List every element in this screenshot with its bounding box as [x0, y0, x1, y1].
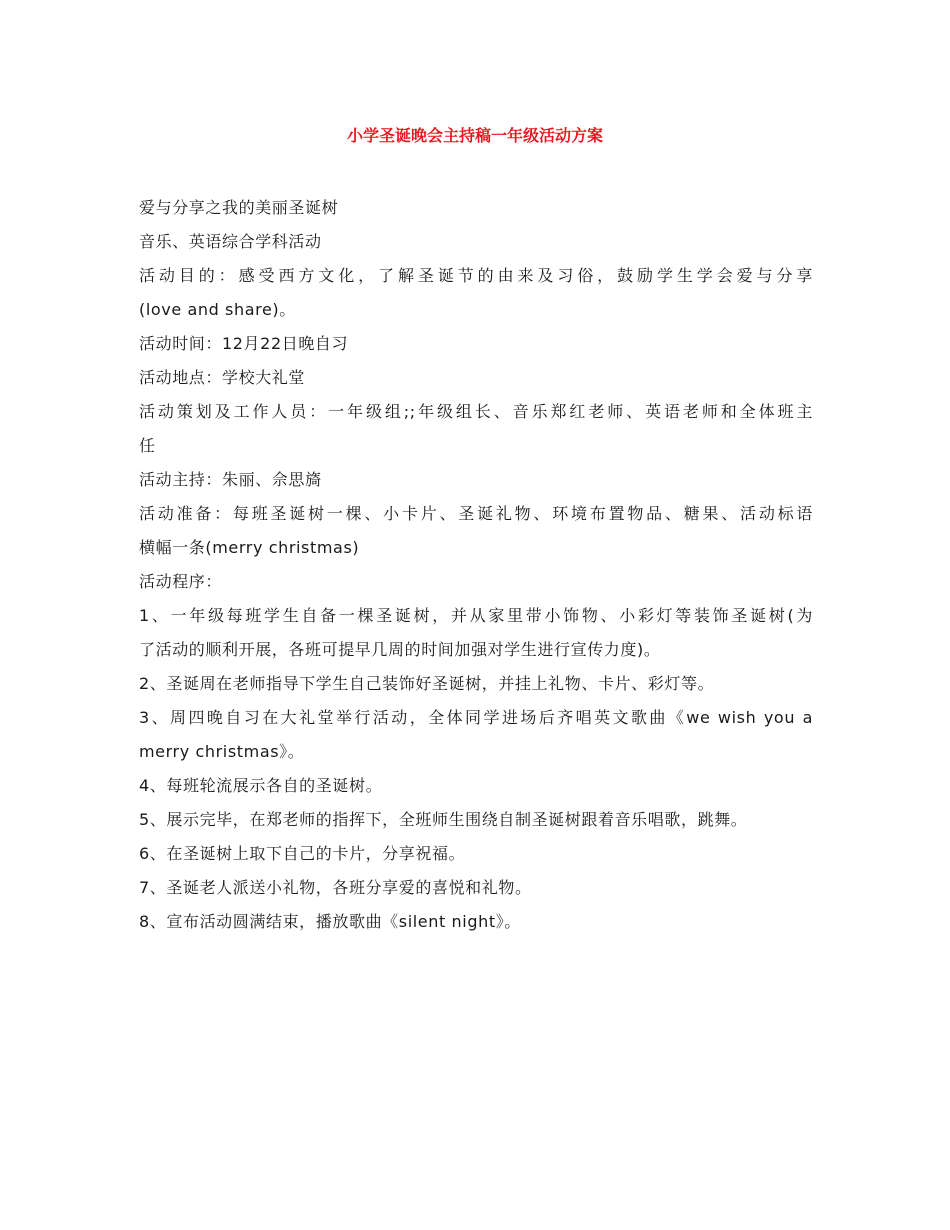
text-line: 活动准备：每班圣诞树一棵、小卡片、圣诞礼物、环境布置物品、糖果、活动标语 [139, 504, 813, 523]
text-line: 5、展示完毕，在郑老师的指挥下，全班师生围绕自制圣诞树跟着音乐唱歌，跳舞。 [139, 810, 748, 829]
text-line: 2、圣诞周在老师指导下学生自己装饰好圣诞树，并挂上礼物、卡片、彩灯等。 [139, 674, 715, 693]
text-line: 任 [139, 436, 156, 455]
text-line: 活动目的：感受西方文化，了解圣诞节的由来及习俗，鼓励学生学会爱与分享 [139, 266, 813, 285]
text-line: 4、每班轮流展示各自的圣诞树。 [139, 776, 383, 795]
text-line: 7、圣诞老人派送小礼物，各班分享爱的喜悦和礼物。 [139, 878, 532, 897]
text-line: 活动程序： [139, 572, 223, 591]
text-line: 活动时间：12月22日晚自习 [139, 334, 349, 353]
document-body [139, 191, 813, 939]
text-line: 活动地点：学校大礼堂 [139, 368, 306, 387]
text-line: 活动策划及工作人员：一年级组;;年级组长、音乐郑红老师、英语老师和全体班主 [139, 402, 813, 421]
text-line: 活动主持：朱丽、佘思旖 [139, 470, 322, 489]
text-line: 3、周四晚自习在大礼堂举行活动，全体同学进场后齐唱英文歌曲《we wish you a [139, 708, 813, 727]
text-line: (love and share)。 [139, 300, 296, 319]
text-line: 了活动的顺利开展，各班可提早几周的时间加强对学生进行宣传力度)。 [139, 640, 661, 659]
text-line: 6、在圣诞树上取下自己的卡片，分享祝福。 [139, 844, 466, 863]
document-title: 小学圣诞晚会主持稿一年级活动方案 [346, 126, 603, 145]
text-line: 爱与分享之我的美丽圣诞树 [139, 198, 339, 217]
text-line: 音乐、英语综合学科活动 [139, 232, 322, 251]
text-line: merry christmas》。 [139, 742, 305, 761]
text-line: 1、一年级每班学生自备一棵圣诞树，并从家里带小饰物、小彩灯等装饰圣诞树(为 [139, 606, 813, 625]
text-line: 8、宣布活动圆满结束，播放歌曲《silent night》。 [139, 912, 521, 931]
text-line: 横幅一条(merry christmas) [139, 538, 360, 557]
